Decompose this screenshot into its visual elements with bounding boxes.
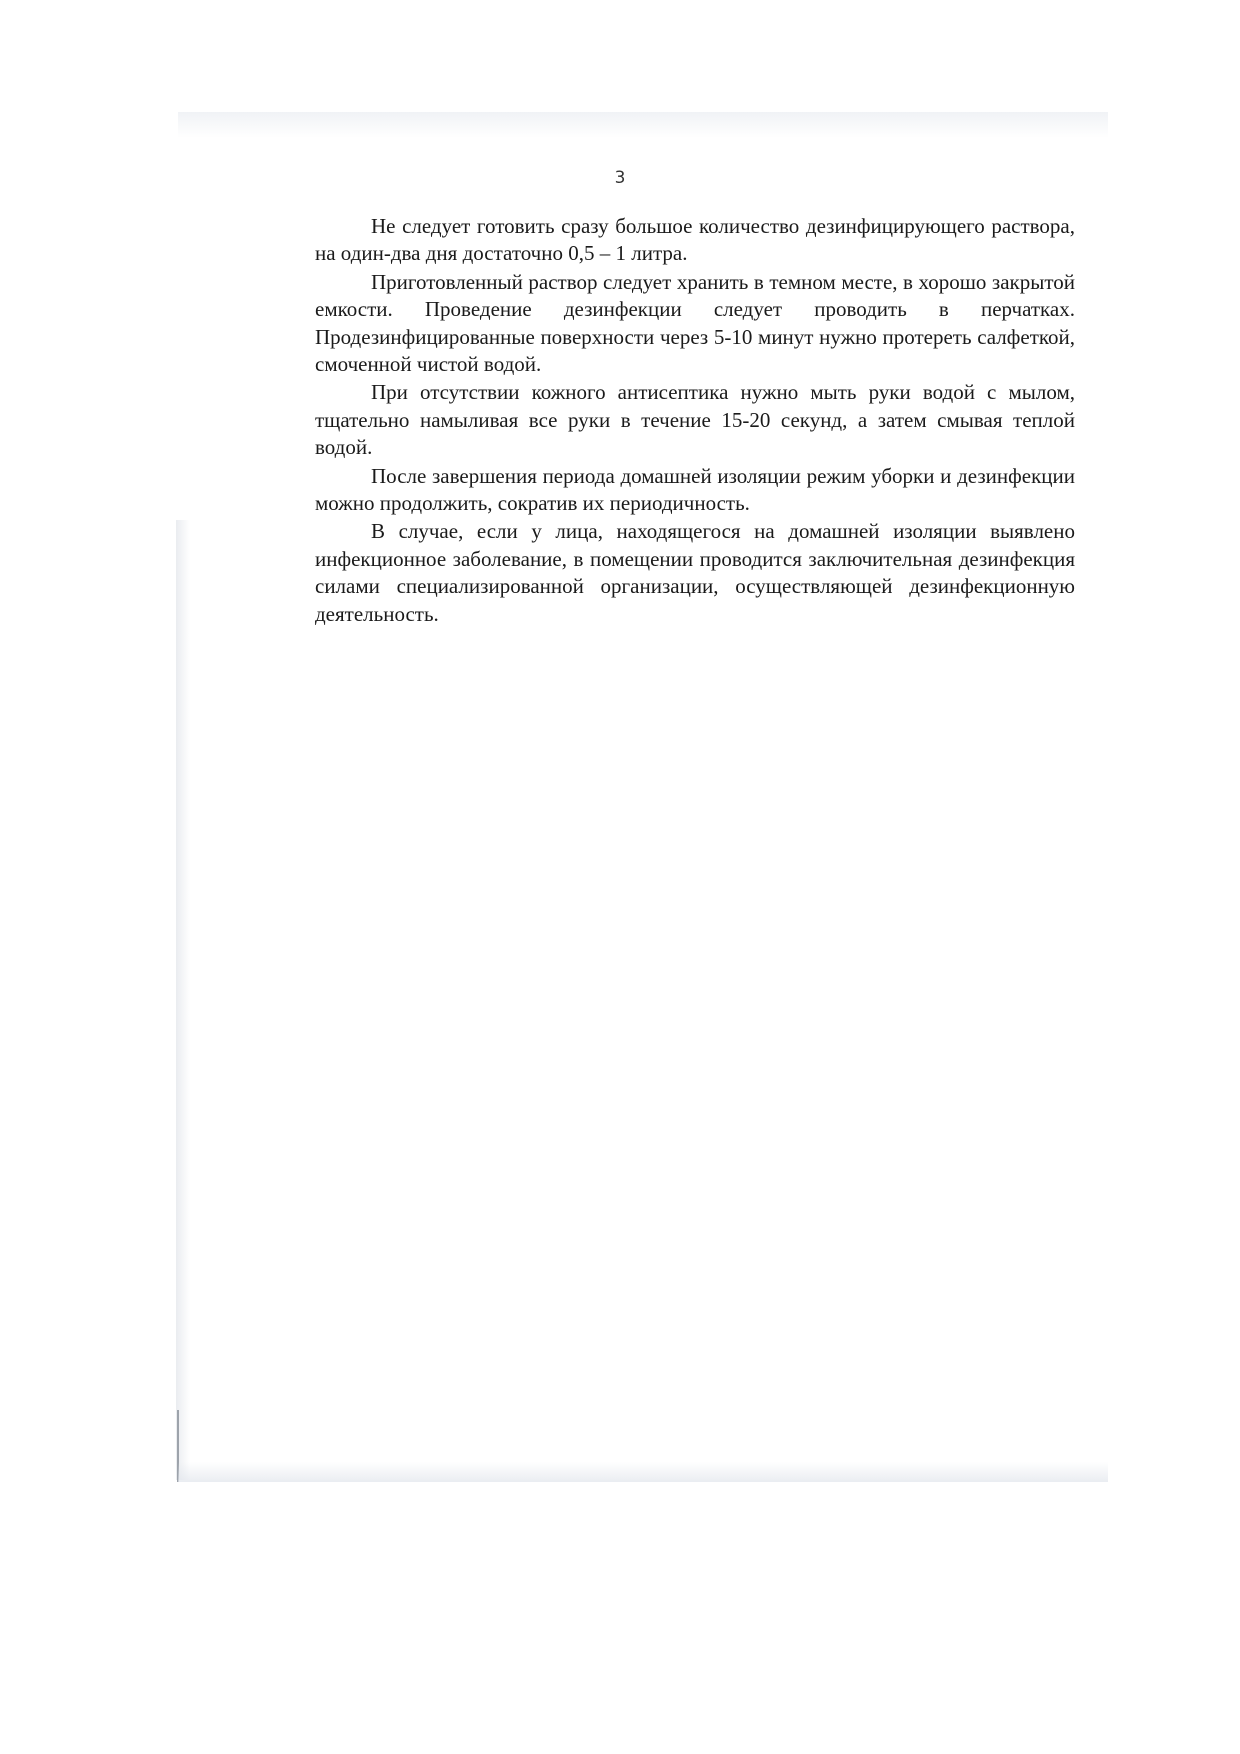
page-number: 3 bbox=[614, 168, 626, 188]
scan-shade-top bbox=[178, 112, 1108, 138]
paragraph-after-isolation: После завершения периода домашней изоляции режим уборки и дезинфекции можно продолжить, сократив их периодичность. bbox=[315, 463, 1075, 516]
paragraph-hand-washing: При отсутствии кожного антисептика нужно мыть руки водой с мылом, тщательно намыливая все руки в течение 15-20 секунд, а затем смывая теплой водой. bbox=[315, 380, 1075, 460]
document-body bbox=[315, 213, 1075, 629]
scan-shade-bottom bbox=[178, 1462, 1108, 1482]
paragraph-disinfectant-quantity: Не следует готовить сразу большое количество дезинфицирующего раствора, на один-два дня достаточно 0,5 – 1 литра. bbox=[315, 214, 1075, 266]
scan-shade-left bbox=[176, 520, 190, 1480]
paragraph-solution-storage: Приготовленный раствор следует хранить в темном месте, в хорошо закрытой емкости. Проведение дезинфекции следует проводить в перчатках. Продезинфицированные поверхности через 5-10 минут нужно протереть салфеткой, смоченной чистой водой. bbox=[315, 269, 1075, 377]
paragraph-final-disinfection: В случае, если у лица, находящегося на домашней изоляции выявлено инфекционное заболевание, в помещении проводится заключительная дезинфекция силами специализированной организации, осуществляющей дезинфекционную деятельность. bbox=[315, 519, 1075, 626]
